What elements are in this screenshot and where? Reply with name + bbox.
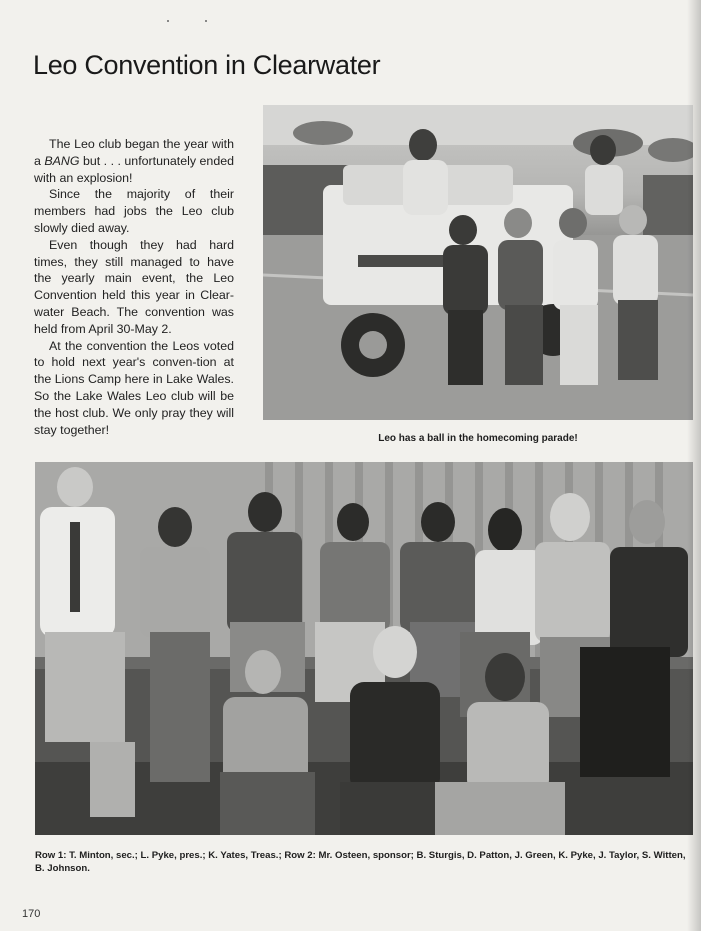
binding-shadow xyxy=(687,0,701,931)
article-body xyxy=(34,136,234,438)
print-speck xyxy=(167,20,169,22)
parade-photo xyxy=(263,105,693,420)
paragraph-4: At the convention the Leos voted to hold next year's conven-tion at the Lions Camp here in Lake Wales. So the Lake Wales Leo club will be the host club. We only pray they will stay together! xyxy=(34,338,234,437)
group-photo xyxy=(35,462,693,835)
print-speck xyxy=(205,20,207,22)
parade-photo-caption: Leo has a ball in the homecoming parade! xyxy=(378,433,578,444)
parade-photo-illustration xyxy=(263,105,693,420)
page-title: Leo Convention in Clearwater xyxy=(33,50,381,80)
page-number: 170 xyxy=(22,908,41,920)
paragraph-2: Since the majority of their members had jobs the Leo club slowly died away. xyxy=(34,187,234,235)
group-photo-illustration xyxy=(35,462,693,835)
paragraph-3: Even though they had hard times, they still managed to have the yearly main event, the Leo Convention held this year in Clear-water Beach. The convention was held from April 30-May 2. xyxy=(34,237,234,336)
group-photo-caption: Row 1: T. Minton, sec.; L. Pyke, pres.; K. Yates, Treas.; Row 2: Mr. Osteen, sponsor; B. Sturgis, D. Patton, J. Green, K. Pyke, J. Taylor, S. Witten, B. Johnson. xyxy=(35,850,686,874)
emphasis-bang: BANG xyxy=(44,153,80,168)
paragraph-1: The Leo club began the year with a BANG but . . . unfortunately ended with an explosion! xyxy=(34,137,234,185)
